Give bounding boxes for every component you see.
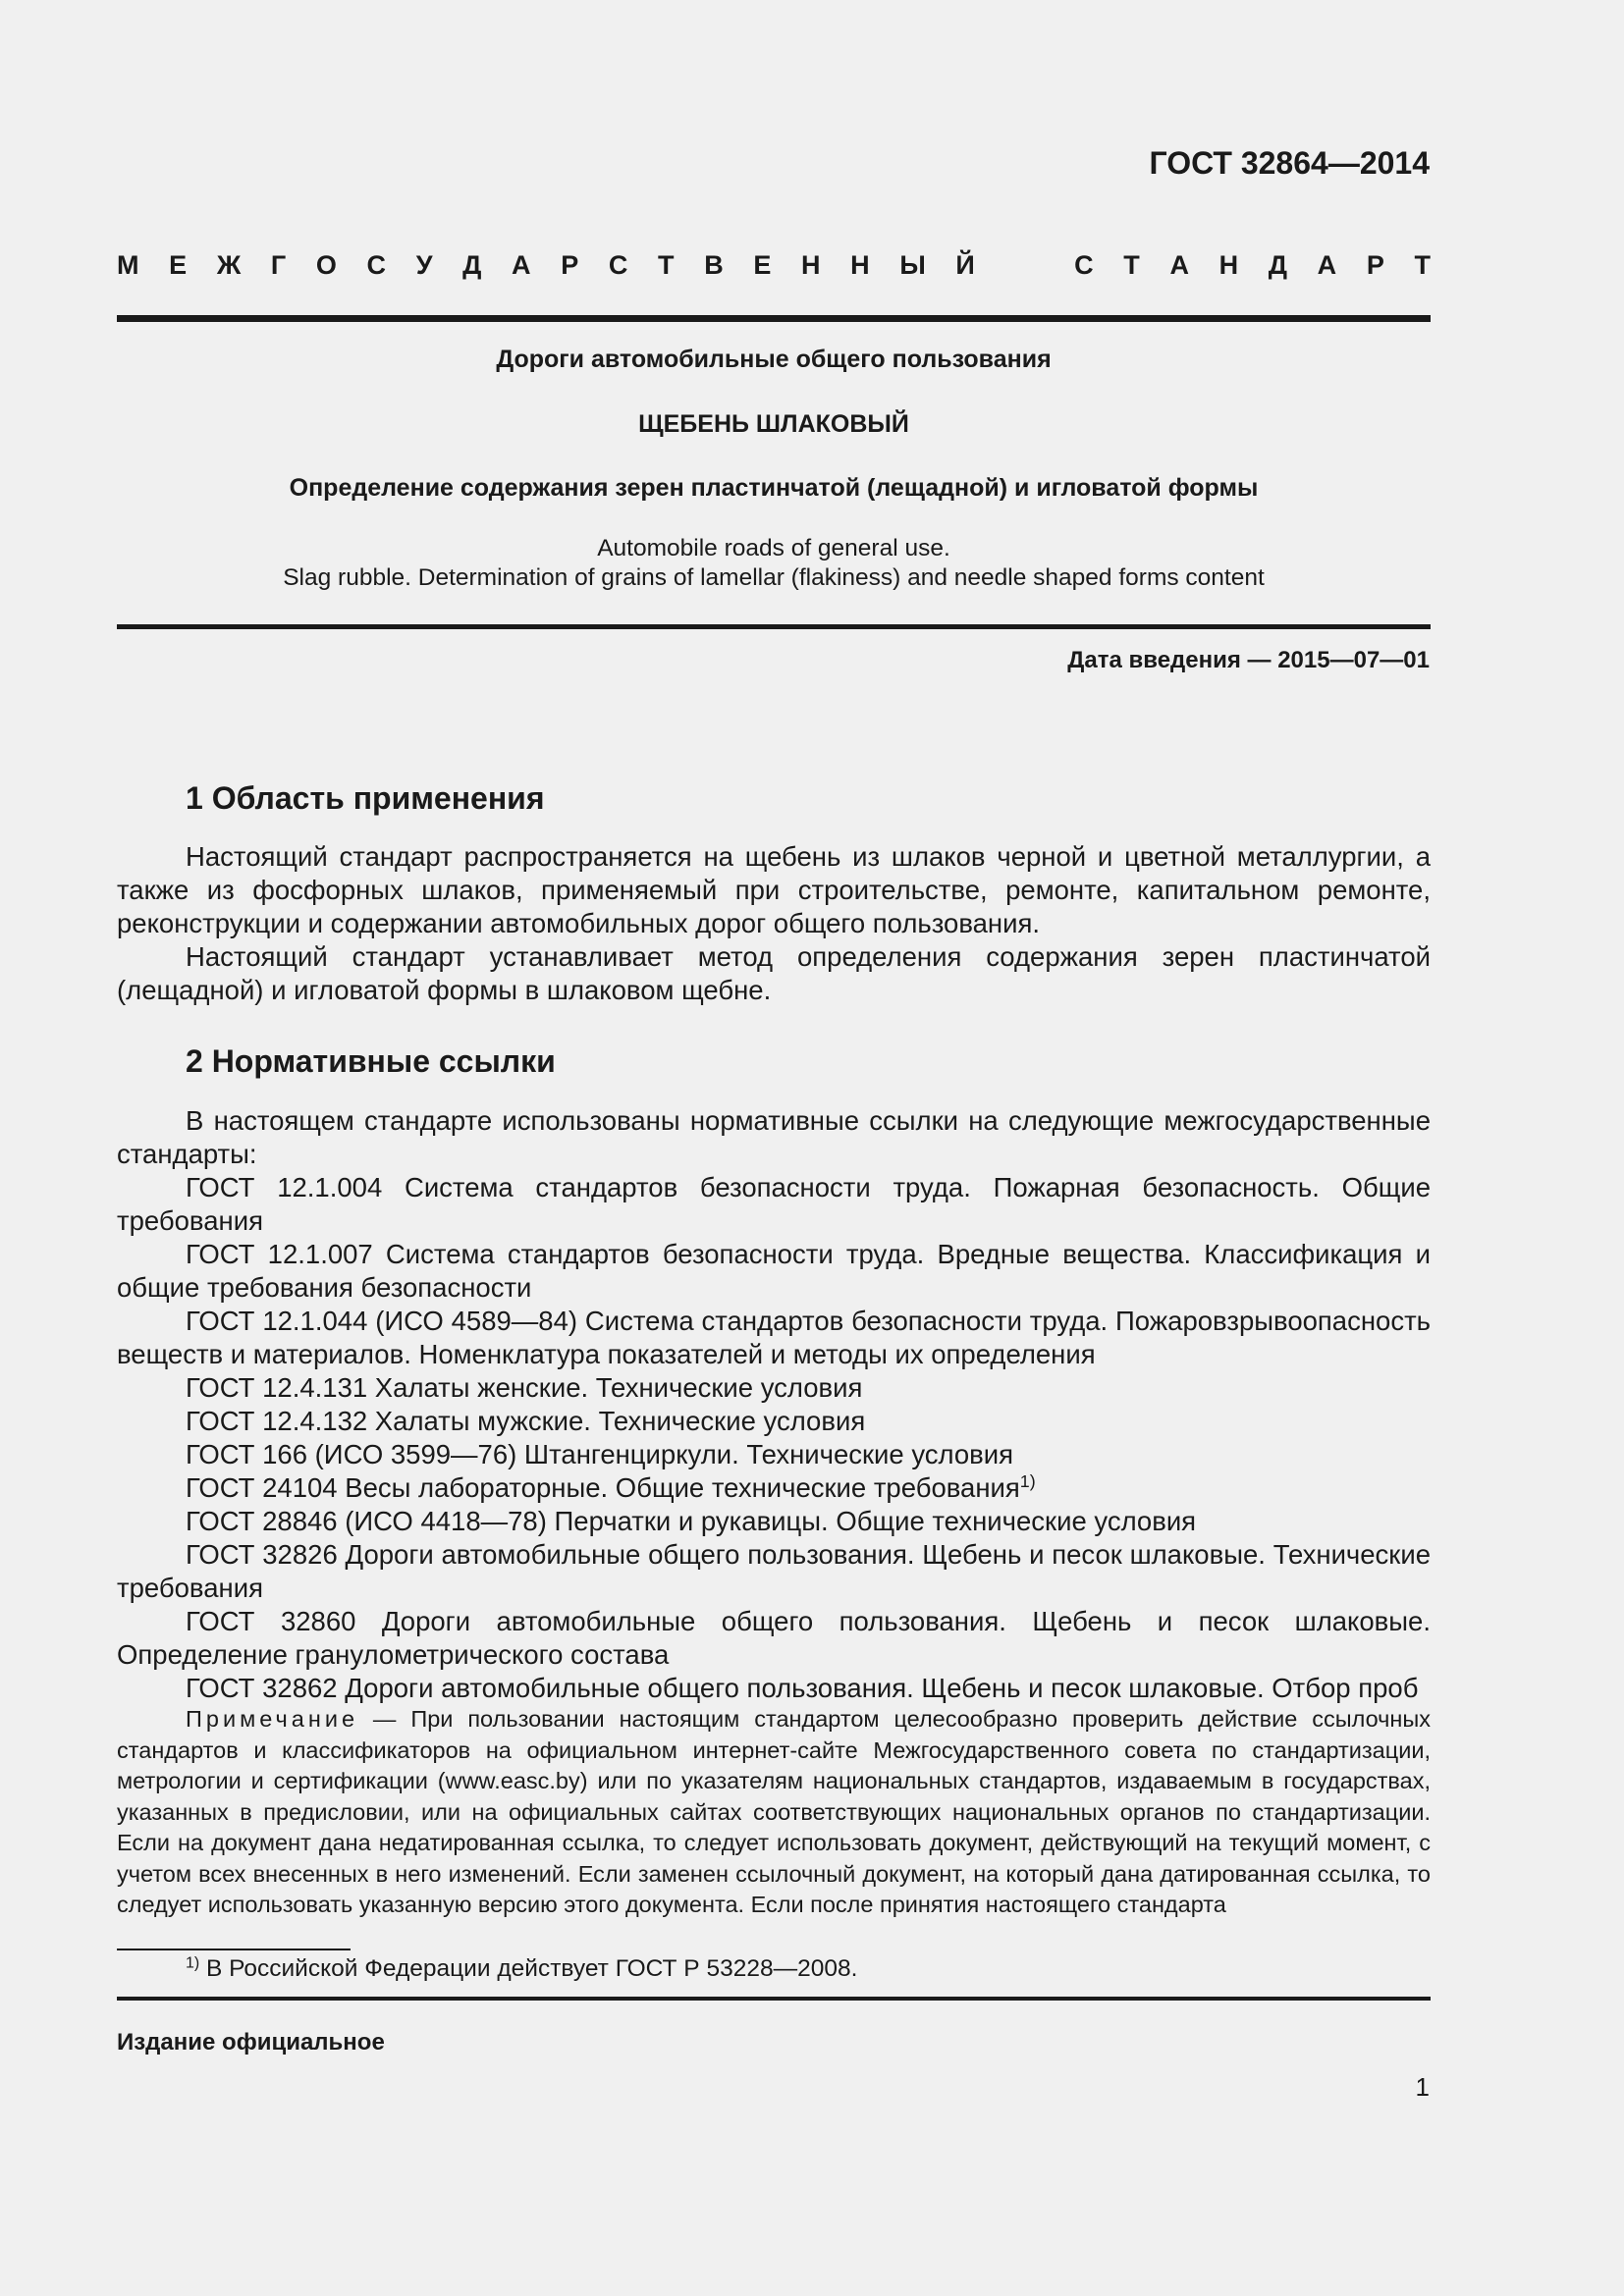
gost-code: ГОСТ 32864—2014 xyxy=(1149,145,1430,181)
title-line-3: Определение содержания зерен пластинчатой (лещадной) и игловатой формы xyxy=(289,474,1259,502)
banner-letter: Г xyxy=(270,249,287,280)
section-1-paragraph: Настоящий стандарт распространяется на щебень из шлаков черной и цветной металлургии, а также из фосфорных шлаков, применяемый при строительстве, ремонте, капитальном ремонте, реконструкции и содержании автомобильных дорог общего пользования. xyxy=(117,841,1431,938)
section-1-body xyxy=(117,840,1431,1007)
reference-item: ГОСТ 166 (ИСО 3599—76) Штангенциркули. Технические условия xyxy=(186,1439,1014,1469)
banner-letter: Д xyxy=(1268,249,1288,280)
banner-letter: Р xyxy=(561,249,579,280)
banner-letter: М xyxy=(117,249,139,280)
interstate-standard-banner xyxy=(117,245,1431,285)
section-1-heading: 1 Область применения xyxy=(186,780,545,816)
english-title-line-1: Automobile roads of general use. xyxy=(597,535,950,561)
reference-item: ГОСТ 32826 Дороги автомобильные общего пользования. Щебень и песок шлаковые. Технические требования xyxy=(117,1539,1431,1603)
banner-letter: Т xyxy=(1123,249,1140,280)
banner-letter: Й xyxy=(955,249,975,280)
banner-letter: В xyxy=(704,249,724,280)
footnote-mark: 1) xyxy=(186,1954,200,1972)
banner-letter: С xyxy=(366,249,387,280)
footnote-separator xyxy=(117,1949,351,1950)
english-title-line-2: Slag rubble. Determination of grains of lamellar (flakiness) and needle shaped forms content xyxy=(283,564,1265,591)
banner-letter: Ж xyxy=(216,249,242,280)
reference-item: ГОСТ 32860 Дороги автомобильные общего пользования. Щебень и песок шлаковые. Определение гранулометрического состава xyxy=(117,1606,1431,1670)
banner-letter: О xyxy=(315,249,337,280)
note-label: Примечание xyxy=(186,1706,359,1732)
banner-letter: У xyxy=(415,249,433,280)
banner-letter: Т xyxy=(658,249,675,280)
banner-letter: Н xyxy=(850,249,870,280)
introduction-date: Дата введения — 2015—07—01 xyxy=(1067,647,1430,673)
section-2-intro: В настоящем стандарте использованы нормативные ссылки на следующие межгосударственные стандарты: xyxy=(117,1105,1431,1169)
footnote-text: В Российской Федерации действует ГОСТ Р 53228—2008. xyxy=(199,1955,858,1982)
page-number: 1 xyxy=(1415,2072,1430,2102)
section-2-heading: 2 Нормативные ссылки xyxy=(186,1043,556,1079)
note-text: — При пользовании настоящим стандартом целесообразно проверить действие ссылочных стандартов и классификаторов на официальном интернет-сайте Межгосударственного совета по стандартизации, метрологии и сертификации (www.easc.by) или по указателям национальных стандартов, издаваемым в государствах, указанных в предисловии, или на официальных сайтах соответствующих национальных органов по стандартизации. Если на документ дана недатированная ссылка, то следует использовать документ, действующий на текущий момент, с учетом всех внесенных в него изменений. Если заменен ссылочный документ, на который дана датированная ссылка, то следует использовать указанную версию этого документа. Если после принятия настоящего стандарта xyxy=(117,1706,1431,1917)
top-rule xyxy=(117,315,1431,322)
section-2-body xyxy=(117,1104,1431,1705)
reference-item-with-footnote xyxy=(117,1471,1431,1505)
reference-item: ГОСТ 12.1.044 (ИСО 4589—84) Система стандартов безопасности труда. Пожаровзрывоопасность веществ и материалов. Номенклатура показателей и методы их определения xyxy=(117,1306,1431,1369)
banner-letter: Д xyxy=(462,249,482,280)
reference-item: ГОСТ 32862 Дороги автомобильные общего пользования. Щебень и песок шлаковые. Отбор проб xyxy=(186,1673,1419,1703)
banner-letter: С xyxy=(608,249,628,280)
title-line-2: ЩЕБЕНЬ ШЛАКОВЫЙ xyxy=(638,410,909,438)
section-1-paragraph: Настоящий стандарт устанавливает метод определения содержания зерен пластинчатой (лещадной) и игловатой формы в шлаковом щебне. xyxy=(117,941,1431,1005)
banner-letter: Н xyxy=(1218,249,1239,280)
reference-item: ГОСТ 12.1.004 Система стандартов безопасности труда. Пожарная безопасность. Общие требования xyxy=(117,1172,1431,1236)
banner-letter: Е xyxy=(753,249,772,280)
reference-item: ГОСТ 12.4.132 Халаты мужские. Технические условия xyxy=(186,1406,866,1436)
note-paragraph xyxy=(117,1704,1431,1921)
reference-item: ГОСТ 12.4.131 Халаты женские. Технические условия xyxy=(186,1372,863,1403)
banner-letter: А xyxy=(1169,249,1189,280)
official-edition-label: Издание официальное xyxy=(117,2029,385,2056)
title-bottom-rule xyxy=(117,624,1431,629)
banner-letter: Н xyxy=(801,249,821,280)
banner-letter: Е xyxy=(169,249,188,280)
banner-letter: Т xyxy=(1414,249,1431,280)
banner-letter: Р xyxy=(1366,249,1384,280)
footer-rule xyxy=(117,1997,1431,2001)
banner-letter: А xyxy=(512,249,531,280)
reference-item: ГОСТ 12.1.007 Система стандартов безопасности труда. Вредные вещества. Классификация и общие требования безопасности xyxy=(117,1239,1431,1303)
reference-text: ГОСТ 24104 Весы лабораторные. Общие технические требования xyxy=(186,1472,1020,1503)
note-block xyxy=(117,1704,1431,1921)
reference-item: ГОСТ 28846 (ИСО 4418—78) Перчатки и рукавицы. Общие технические условия xyxy=(186,1506,1197,1536)
title-line-1: Дороги автомобильные общего пользования xyxy=(496,346,1052,373)
footnote xyxy=(186,1955,857,1983)
banner-letter: С xyxy=(1074,249,1094,280)
banner-letter: А xyxy=(1317,249,1337,280)
footnote-marker: 1) xyxy=(1019,1471,1036,1492)
banner-letter: Ы xyxy=(899,249,926,280)
